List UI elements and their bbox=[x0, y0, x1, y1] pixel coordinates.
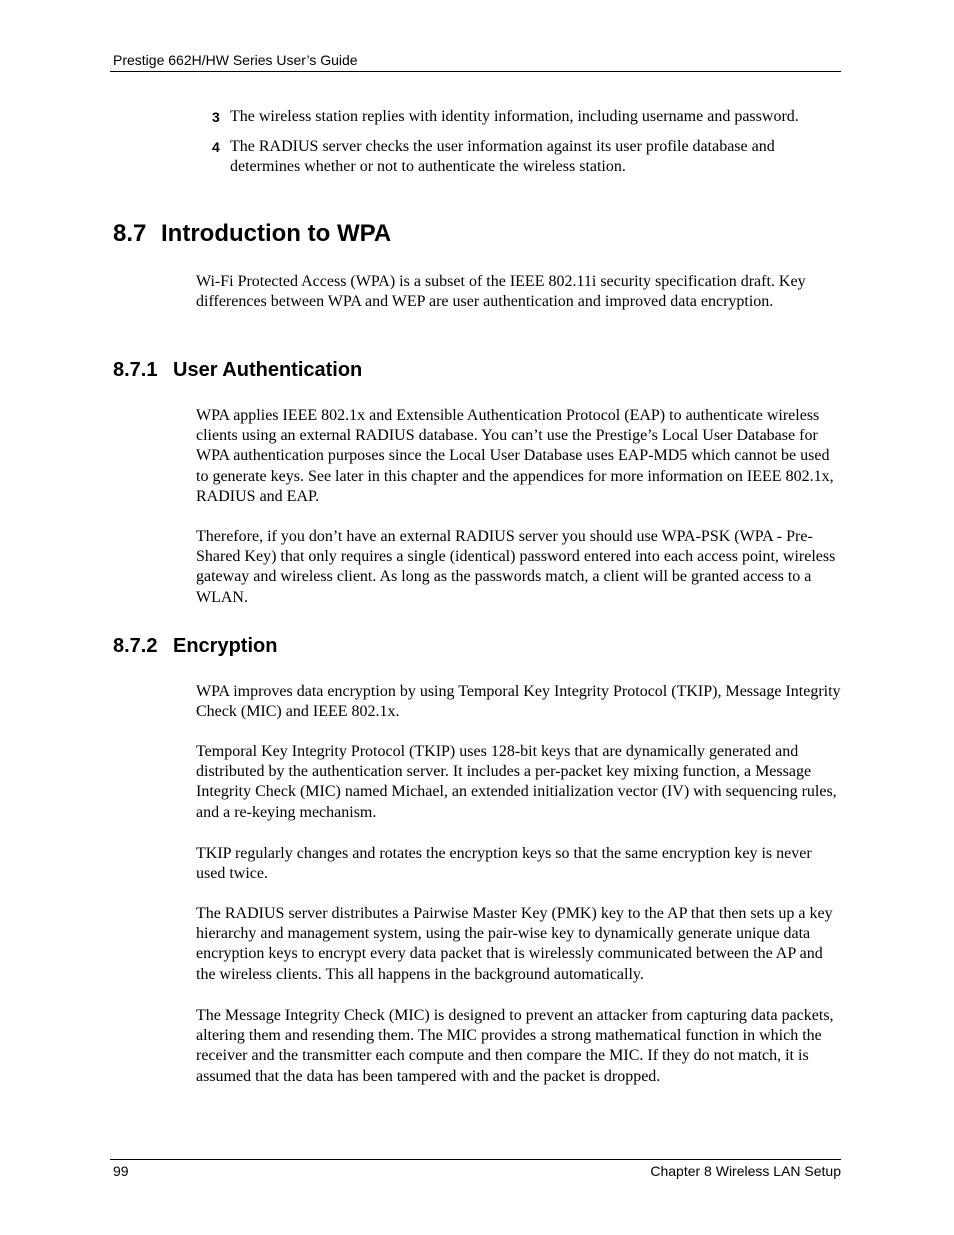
section-number: 8.7 bbox=[113, 220, 147, 247]
subsection-heading bbox=[113, 357, 362, 383]
step-text: The RADIUS server checks the user information against its user profile database and determines whether or not to authenticate the wireless station. bbox=[230, 138, 775, 175]
subsection-number: 8.7.1 bbox=[113, 359, 158, 381]
paragraph: Temporal Key Integrity Protocol (TKIP) uses 128-bit keys that are dynamically generated and distributed by the authentication server. It includes a per-packet key mixing function, a Message Integrity Check (MIC) named Michael, an extended initialization vector (IV) with sequencing rules, and a re-keying mechanism. bbox=[196, 743, 837, 821]
paragraph: WPA applies IEEE 802.1x and Extensible Authentication Protocol (EAP) to authenticate wireless clients using an external RADIUS database. You can’t use the Prestige’s Local User Database for WPA authentication purposes since the Local User Database uses EAP-MD5 which cannot be used to generate keys. See later in this chapter and the appendices for more information on IEEE 802.1x, RADIUS and EAP. bbox=[196, 407, 834, 505]
footer-rule bbox=[110, 1159, 841, 1160]
subsection-title: Encryption bbox=[173, 635, 278, 657]
subsection-number: 8.7.2 bbox=[113, 635, 158, 657]
paragraph: The RADIUS server distributes a Pairwise Master Key (PMK) key to the AP that then sets up a key hierarchy and management system, using the pair-wise key to dynamically generate unique data encryption keys to encrypt every data packet that is wirelessly communicated between the AP and the wireless clients. This all happens in the background automatically. bbox=[196, 905, 833, 983]
step-text: The wireless station replies with identity information, including username and password. bbox=[230, 108, 799, 125]
section-title: Introduction to WPA bbox=[161, 220, 392, 247]
section-heading bbox=[113, 218, 391, 250]
section-intro-paragraph: Wi-Fi Protected Access (WPA) is a subset of the IEEE 802.11i security specification draft. Key differences between WPA and WEP are user authentication and improved data encryption. bbox=[196, 273, 806, 311]
step-number: 4 bbox=[212, 139, 220, 155]
header-rule bbox=[110, 71, 841, 72]
paragraph: TKIP regularly changes and rotates the encryption keys so that the same encryption key is never used twice. bbox=[196, 845, 812, 883]
chapter-title: Chapter 8 Wireless LAN Setup bbox=[650, 1163, 841, 1179]
step-number: 3 bbox=[212, 109, 220, 125]
subsection-title: User Authentication bbox=[173, 359, 363, 381]
step-item bbox=[212, 107, 844, 127]
running-header: Prestige 662H/HW Series User’s Guide bbox=[113, 52, 358, 68]
page-number: 99 bbox=[113, 1163, 129, 1179]
step-item bbox=[212, 137, 844, 177]
paragraph: The Message Integrity Check (MIC) is designed to prevent an attacker from capturing data packets, altering them and resending them. The MIC provides a strong mathematical function in which the receiver and the transmitter each compute and then compare the MIC. If they do not match, it is assumed that the data has been tampered with and the packet is dropped. bbox=[196, 1007, 834, 1085]
subsection-heading bbox=[113, 633, 277, 659]
paragraph: WPA improves data encryption by using Temporal Key Integrity Protocol (TKIP), Message Integrity Check (MIC) and IEEE 802.1x. bbox=[196, 683, 841, 721]
paragraph: Therefore, if you don’t have an external RADIUS server you should use WPA-PSK (WPA - Pre-Shared Key) that only requires a single (identical) password entered into each access point, wireless gateway and wireless client. As long as the passwords match, a client will be granted access to a WLAN. bbox=[196, 528, 836, 606]
